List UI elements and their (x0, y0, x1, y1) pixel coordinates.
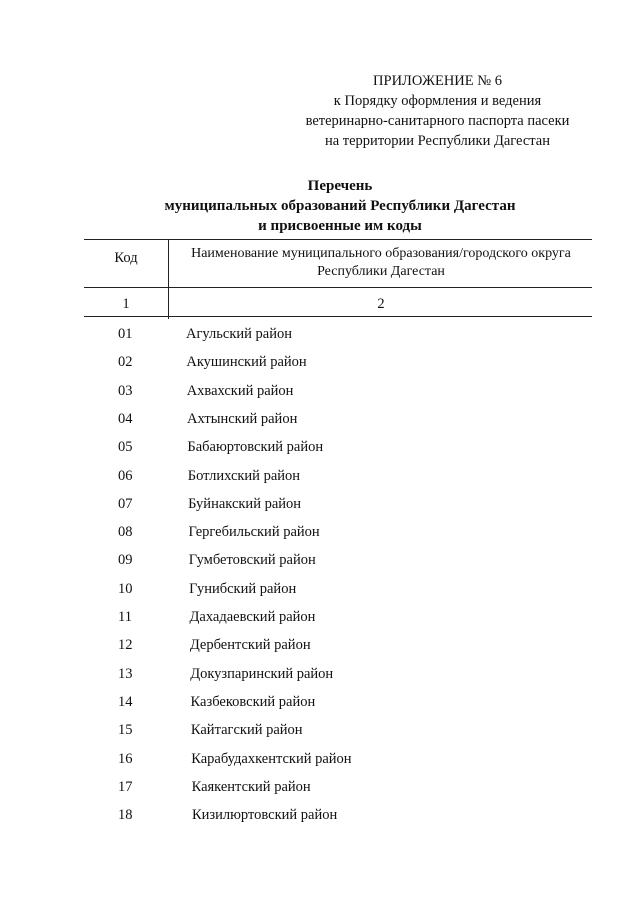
table-row (0, 633, 640, 657)
district-name: Казбековский район (190, 693, 316, 710)
table-row (0, 577, 640, 601)
district-name: Каякентский район (191, 778, 311, 795)
header-code: Код (114, 250, 138, 266)
district-code: 10 (118, 580, 133, 597)
table-row (0, 690, 640, 714)
district-name: Ахтынский район (187, 410, 298, 427)
district-code: 18 (118, 807, 133, 824)
district-name: Ахвахский район (186, 382, 294, 399)
table-row (0, 605, 640, 629)
district-code: 05 (118, 439, 133, 456)
district-code: 16 (118, 750, 133, 767)
title-line-2: муниципальных образований Республики Дагестан (164, 198, 516, 214)
district-code: 13 (118, 665, 133, 682)
header-name (170, 245, 592, 281)
district-name: Карабудахкентский район (191, 750, 352, 767)
header-name-line-2: Республики Дагестан (317, 264, 445, 279)
district-name: Гергебильский район (188, 524, 320, 541)
district-name: Бабаюртовский район (187, 439, 324, 456)
appendix-header (250, 71, 625, 151)
district-code: 15 (118, 722, 133, 739)
table-row (0, 718, 640, 742)
appendix-reference-line-2: ветеринарно-санитарного паспорта пасеки (305, 113, 570, 129)
table-row (0, 747, 640, 771)
district-name: Акушинский район (186, 354, 307, 371)
table-header-divider (84, 287, 592, 288)
district-name: Агульский район (186, 326, 292, 342)
table-row (0, 322, 640, 346)
district-code: 04 (118, 410, 133, 427)
table-row (0, 464, 640, 488)
table-row (0, 775, 640, 799)
table-row (0, 662, 640, 686)
district-code: 07 (118, 495, 133, 512)
district-code: 11 (118, 609, 132, 625)
document-title (90, 176, 590, 236)
column-number-code: 1 (122, 296, 130, 312)
appendix-reference-line-3: на территории Республики Дагестан (324, 133, 551, 149)
table-column-divider (168, 239, 169, 319)
table-row (0, 407, 640, 431)
district-name: Докузпаринский район (190, 665, 334, 682)
table-row (0, 492, 640, 516)
district-code: 08 (118, 524, 133, 541)
district-name: Дербентский район (189, 637, 311, 654)
district-code: 03 (118, 382, 133, 399)
table-row (0, 379, 640, 403)
table-row (0, 350, 640, 374)
table-row (0, 435, 640, 459)
district-code: 14 (118, 693, 133, 710)
header-name-line-1: Наименование муниципального образования/городского округа (191, 246, 571, 261)
district-code: 06 (118, 467, 133, 484)
district-code: 02 (118, 354, 133, 371)
district-name: Дахадаевский район (189, 609, 316, 625)
district-code: 17 (118, 778, 133, 795)
district-name: Гумбетовский район (188, 552, 316, 569)
district-code: 01 (118, 326, 133, 342)
table-top-border (84, 239, 592, 240)
column-number-name: 2 (377, 296, 385, 312)
title-line-1: Перечень (307, 178, 373, 194)
district-code: 09 (118, 552, 133, 569)
appendix-number: ПРИЛОЖЕНИЕ № 6 (373, 73, 502, 89)
district-name: Кизилюртовский район (191, 807, 338, 824)
appendix-reference-line-1: к Порядку оформления и ведения (333, 93, 542, 109)
table-row (0, 520, 640, 544)
district-name: Ботлихский район (187, 467, 301, 484)
district-code: 12 (118, 637, 133, 654)
district-name: Гунибский район (189, 580, 297, 597)
title-line-3: и присвоенные им коды (258, 218, 422, 234)
table-column-numbers-divider (84, 316, 592, 317)
district-name: Буйнакский район (188, 495, 302, 512)
table-header (84, 239, 592, 319)
table-row (0, 803, 640, 827)
district-name: Кайтагский район (190, 722, 303, 739)
table-row (0, 548, 640, 572)
